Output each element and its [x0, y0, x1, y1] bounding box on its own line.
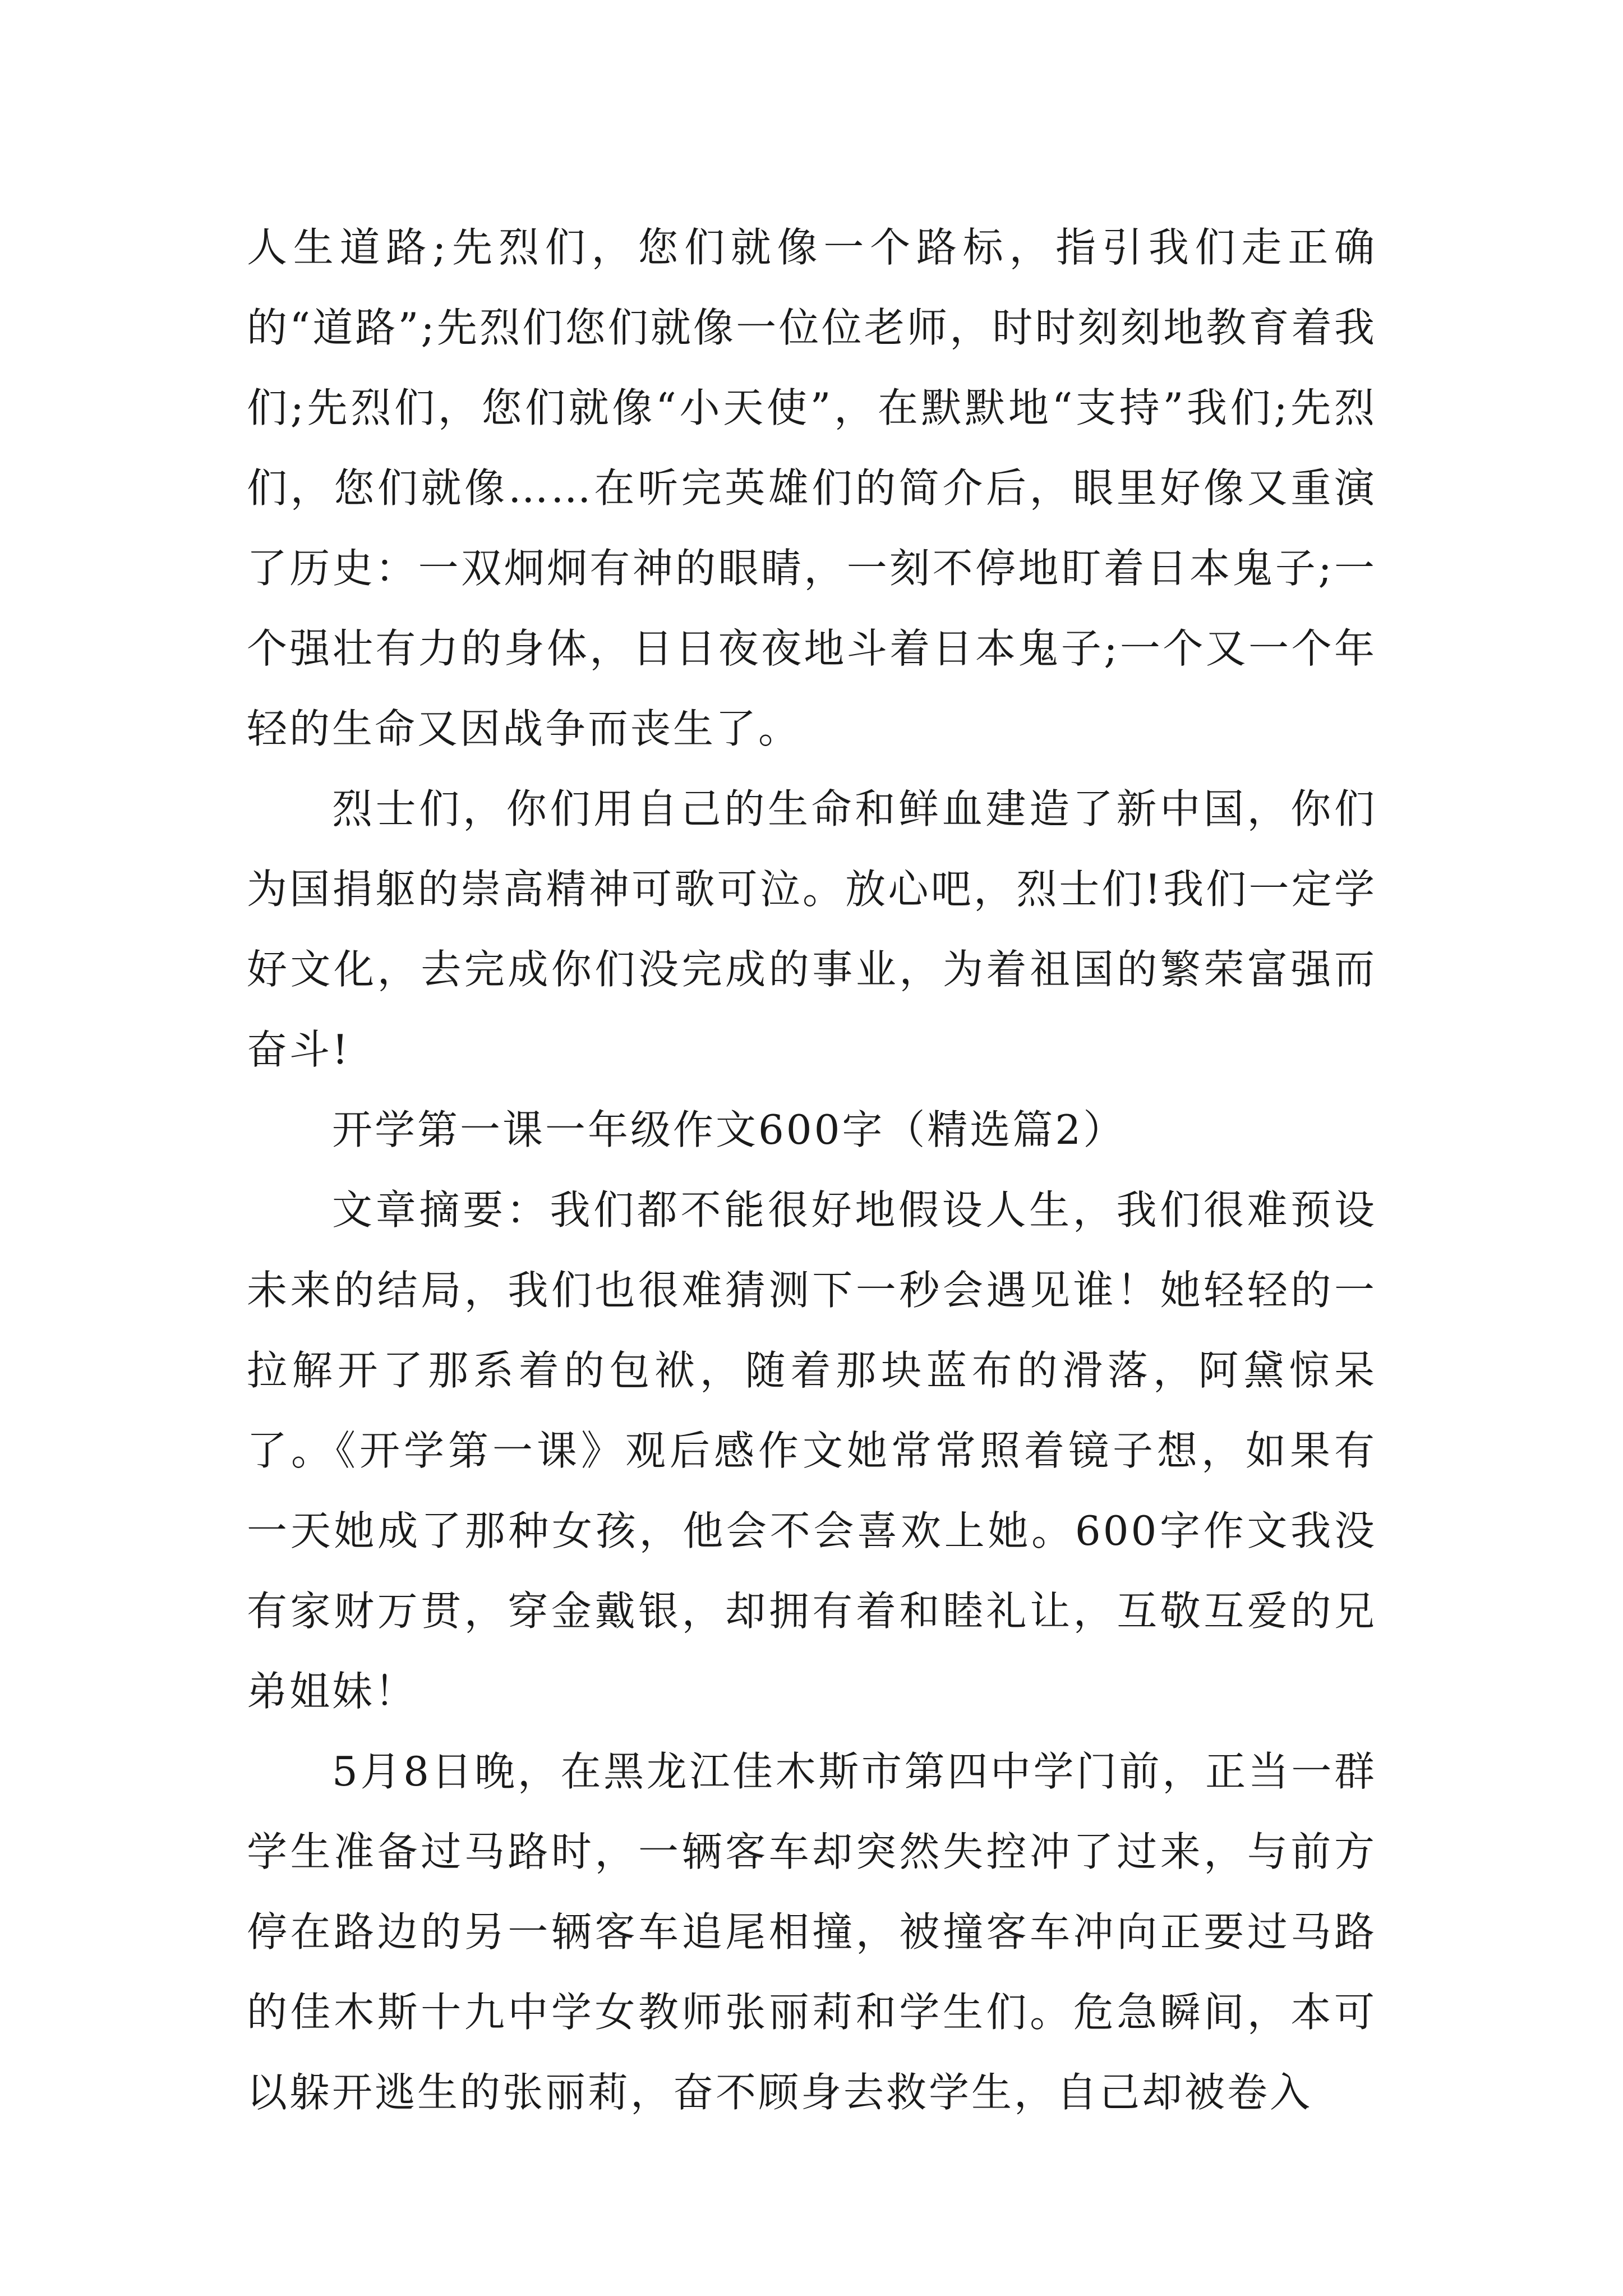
paragraph-martyrs: 烈士们，你们用自己的生命和鲜血建造了新中国，你们为国捐躯的崇高精神可歌可泣。放心吧，烈士们!我们一定学好文化，去完成你们没完成的事业，为着祖国的繁荣富强而奋斗!: [247, 785, 1377, 1073]
paragraph-story: 5月8日晚，在黑龙江佳木斯市第四中学门前，正当一群学生准备过马路时，一辆客车却突然失控冲了过来，与前方停在路边的另一辆客车追尾相撞，被撞客车冲向正要过马路的佳木斯十九中学女教师张丽莉和学生们。危急瞬间，本可以躲开逃生的张丽莉，奋不顾身去救学生，自己却被卷入: [247, 1748, 1377, 2116]
paragraph-continuation: 人生道路;先烈们，您们就像一个路标，指引我们走正确的“道路”;先烈们您们就像一位位老师，时时刻刻地教育着我们;先烈们，您们就像“小天使”，在默默地“支持”我们;先烈们，您们就像……在听完英雄们的简介后，眼里好像又重演了历史：一双炯炯有神的眼睛，一刻不停地盯着日本鬼子;一个强壮有力的身体，日日夜夜地斗着日本鬼子;一个又一个年轻的生命又因战争而丧生了。: [247, 224, 1377, 752]
paragraph-summary: 文章摘要：我们都不能很好地假设人生，我们很难预设未来的结局，我们也很难猜测下一秒会遇见谁！她轻轻的一拉解开了那系着的包袱，随着那块蓝布的滑落，阿黛惊呆了。《开学第一课》观后感作文她常常照着镜子想，如果有一天她成了那种女孩，他会不会喜欢上她。600字作文我没有家财万贯，穿金戴银，却拥有着和睦礼让，互敬互爱的兄弟姐妹！: [247, 1186, 1377, 1715]
section-heading: 开学第一课一年级作文600字（精选篇2）: [332, 1106, 1126, 1153]
document-body: [247, 208, 1377, 2133]
